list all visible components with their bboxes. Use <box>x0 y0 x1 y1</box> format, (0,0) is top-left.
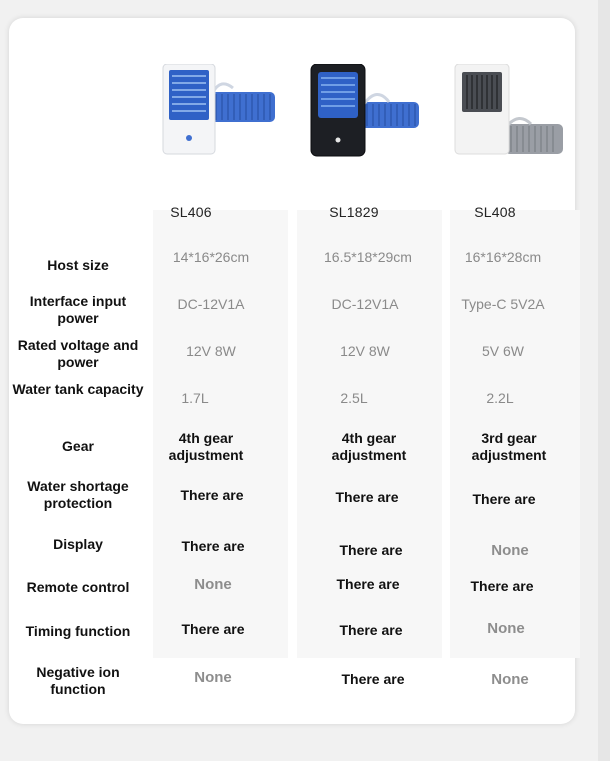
cell-host-size-sl408: 16*16*28cm <box>464 249 542 265</box>
cell-gear-sl1829: 4th gear adjustment <box>331 430 407 463</box>
row-label-host-size: Host size <box>47 257 109 273</box>
row-label-rated-voltage-power: Rated voltage and power <box>17 337 139 370</box>
row-label-water-tank-capacity: Water tank capacity <box>12 381 144 397</box>
cell-water-shortage-sl408: There are <box>472 491 536 507</box>
cell-remote-sl1829: There are <box>336 576 400 592</box>
page-edge-strip <box>598 0 610 761</box>
row-label-remote-control: Remote control <box>26 579 130 595</box>
product-image-sl408 <box>453 64 567 156</box>
cell-rated-power-sl406: 12V 8W <box>186 343 236 359</box>
row-label-timing-function: Timing function <box>25 623 131 639</box>
cell-host-size-sl1829: 16.5*18*29cm <box>324 249 412 265</box>
cell-input-power-sl408: Type-C 5V2A <box>461 296 545 312</box>
cell-tank-capacity-sl406: 1.7L <box>181 390 209 406</box>
cell-water-shortage-sl1829: There are <box>335 489 399 505</box>
cell-input-power-sl406: DC-12V1A <box>177 296 245 312</box>
cell-remote-sl408: There are <box>470 578 534 594</box>
cell-timing-sl408: None <box>487 620 525 637</box>
cell-gear-sl406: 4th gear adjustment <box>168 430 244 463</box>
model-name-sl1829: SL1829 <box>329 204 379 220</box>
cell-timing-sl1829: There are <box>339 622 403 638</box>
row-label-gear: Gear <box>62 438 94 454</box>
cell-display-sl408: None <box>491 542 529 559</box>
cell-input-power-sl1829: DC-12V1A <box>331 296 399 312</box>
cell-display-sl406: There are <box>181 538 245 554</box>
cell-negative-ion-sl1829: There are <box>341 671 405 687</box>
cell-host-size-sl406: 14*16*26cm <box>172 249 250 265</box>
cell-water-shortage-sl406: There are <box>180 487 244 503</box>
product-image-sl1829 <box>309 64 421 158</box>
cell-negative-ion-sl406: None <box>194 669 232 686</box>
row-label-negative-ion-function: Negative ion function <box>36 664 120 697</box>
row-label-water-shortage-protection: Water shortage protection <box>27 478 129 511</box>
model-name-sl406: SL406 <box>170 204 212 220</box>
model-name-sl408: SL408 <box>474 204 516 220</box>
cell-timing-sl406: There are <box>181 621 245 637</box>
cell-negative-ion-sl408: None <box>491 671 529 688</box>
cell-display-sl1829: There are <box>339 542 403 558</box>
product-image-sl406 <box>161 64 281 156</box>
cell-gear-sl408: 3rd gear adjustment <box>471 430 547 463</box>
row-label-display: Display <box>53 536 103 552</box>
row-label-interface-input-power: Interface input power <box>29 293 127 326</box>
cell-rated-power-sl408: 5V 6W <box>481 343 524 359</box>
cell-tank-capacity-sl408: 2.2L <box>486 390 514 406</box>
cell-tank-capacity-sl1829: 2.5L <box>340 390 368 406</box>
cell-remote-sl406: None <box>194 576 232 593</box>
comparison-card <box>9 18 575 724</box>
cell-rated-power-sl1829: 12V 8W <box>340 343 390 359</box>
